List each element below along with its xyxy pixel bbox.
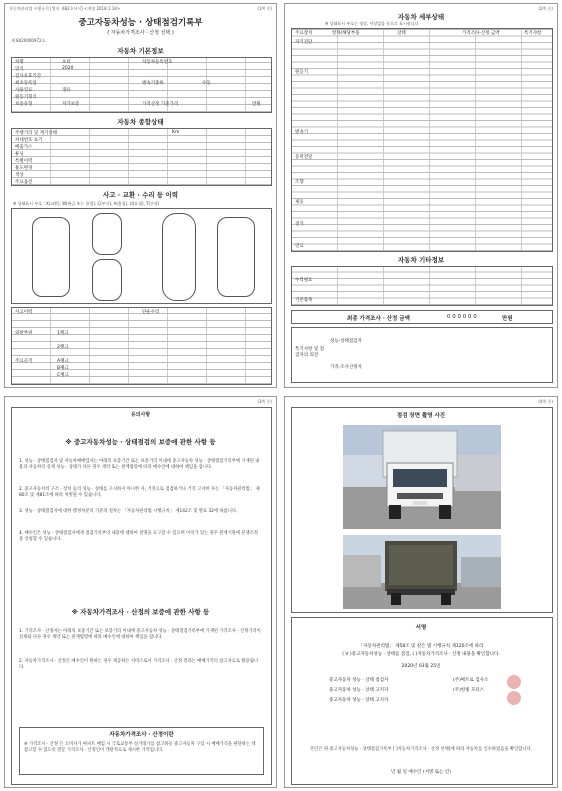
label-fuel: 사용연료 [15, 88, 33, 93]
label-accident: 사고이력 [15, 310, 33, 315]
device-fuel: 연료 [295, 244, 304, 249]
label-rank-c: C랭크 [57, 373, 69, 378]
car-right-side-diagram [217, 217, 255, 297]
car-top-diagram [162, 213, 196, 301]
page-2-detail-state [284, 3, 558, 388]
label-price-assessor: 가격·조사산정자 [330, 365, 362, 370]
label-emission: 배출가스 [15, 145, 33, 150]
inspector-comments [291, 327, 553, 383]
final-price-unit: 만원 [502, 316, 513, 322]
red-seal-stamp-1 [507, 675, 521, 689]
label-simple-repair: 단순수리 [142, 310, 160, 315]
price-definition-text: ※ 가격조사 · 산정 은 소비자가 아파트 매입 시 국토교통부 실거래가를 참고하듯 중고자동차 구입 시 매매가격을 판단하는 데 참고할 수 있도록 전문 가격조사 · 산정인이 객관적으로 제시한 가격입니다. [24, 742, 256, 754]
section-detail-state: 자동차 세부상태 [397, 13, 445, 21]
page-1-performance-record [4, 3, 277, 388]
warranty-clause-2: 2. 중고자동차의 구조 · 장치 등의 성능 · 상태를 고지하지 아니한 자, 거짓으로 점검하거나 거짓 고지한 자는 「자동차관리법」 제80조 및 제81조에 따라 처벌될 수 있습니다. [19, 487, 260, 499]
final-price-row [291, 310, 553, 324]
label-year: 연식 [15, 67, 24, 72]
label-vin: 차대번호 표기 [15, 138, 43, 143]
device-drivetrain: 동력전달 [295, 155, 313, 160]
section-general-state: 자동차 종합상태 [117, 118, 164, 126]
label-rank-a: A랭크 [57, 359, 69, 364]
accident-detail-table [11, 307, 272, 385]
label-options: 주요옵션 [15, 180, 33, 185]
col-device: 주요장치 [295, 31, 313, 36]
page-4-photos-signature [284, 396, 558, 788]
label-warranty: 보증유형 [15, 102, 33, 107]
final-price-value: 0 0 0 0 0 0 [447, 314, 477, 320]
rear-photo-image [343, 535, 501, 609]
price-warranty-heading: ※ 자동차가격조사 · 산정의 보증에 관한 사항 등 [71, 608, 210, 616]
buyer-confirmation-text: 본인은 위 중고자동차성능 · 상태점검기록부 [ ]자동차가격조사 · 산정 선택]에 따라 자동차를 인수하였음을 확인합니다. [310, 747, 532, 752]
signer-inspector-label: 중고자동차 성능 · 상태 점검자 [329, 678, 389, 683]
section-other-info: 자동차 기타정보 [397, 256, 445, 264]
label-transmission: 변속기종류 [142, 81, 164, 86]
car-rear-diagram [92, 259, 122, 301]
label-plate-no: 자동차등록번호 [142, 60, 173, 65]
signature-date: 2020년 03월 25일 [401, 664, 441, 669]
red-seal-stamp-2 [507, 691, 521, 705]
car-left-side-diagram [32, 217, 70, 297]
vehicle-front-photo [343, 425, 501, 529]
warranty-clause-3: 3. 성능 · 상태점검자에 대한 행정처분의 기준과 절차는 「자동차관리법 시행규칙」 제142조 및 별표 32에 따릅니다. [19, 509, 238, 514]
label-first-reg: 최초등록일 [15, 81, 37, 86]
label-inspector: 성능·상태점검자 [330, 339, 362, 344]
label-inspection-period: 검사유효기간 [15, 74, 42, 79]
device-electric: 전기 [295, 222, 304, 227]
value-car-name: 포터 [62, 60, 71, 65]
document-title: 중고자동차성능 · 상태점검기록부 [78, 18, 203, 28]
front-photo-image [343, 425, 501, 529]
section-accident-history: 사고 · 교환 · 수리 등 이력 [102, 191, 179, 199]
device-self-diagnosis: 자기진단 [295, 40, 313, 45]
buyer-signature-line: 년 월 일 매수인 (서명 또는 인) [391, 770, 451, 775]
label-color: 색상 [15, 173, 24, 178]
signer-notifier2-label: 중고자동차 성능 · 상태 고지자 [329, 698, 389, 703]
signature-text-1: 「자동차관리법」 제58조 및 같은 법 시행규칙 제120조에 따라 [358, 644, 484, 649]
value-fuel: 경유 [62, 88, 71, 93]
label-outer-panel: 외판부위 [15, 331, 33, 336]
price-definition-box [19, 727, 264, 775]
form-number: 제 8420000972호 [11, 38, 46, 43]
label-base-price: 가격산정 기준가격 [142, 102, 179, 107]
accident-note: ※ 상태표시 부호 : X(교환), W(판금 또는 용접), C(부식), A(흠집), U(요철), T(손상) [13, 201, 160, 206]
signer-inspector-name: (주)메트로 검사소 [453, 678, 489, 683]
page-number: (4쪽 중) [538, 399, 553, 404]
final-price-label: 최종 가격조사 · 산정 금액 [347, 316, 410, 322]
label-repair-needed: 수리필요 [295, 278, 313, 283]
label-car-name: 차명 [15, 60, 24, 65]
signer-notifier-label: 중고자동차 성능 · 상태 고지자 [329, 688, 389, 693]
label-rank-2: 2랭크 [57, 345, 69, 350]
page-number: (1쪽 중) [257, 6, 272, 11]
value-warranty: 자가보증 [62, 102, 80, 107]
label-special-history: 특별이력 [15, 159, 33, 164]
document-subtitle: ( 자동차가격조사 · 산정 선택 ) [107, 30, 174, 36]
value-price-unit: 만원 [252, 102, 261, 107]
photo-section-title: 점검 장면 촬영 사진 [396, 413, 446, 419]
other-info-table [291, 266, 553, 306]
detail-note: ※ 상태표시 부호는 정상, 이상없음 등으로 표시합니다 [325, 21, 419, 26]
label-basic-items: 기본품목 [295, 298, 313, 303]
device-transmission: 변속기 [295, 130, 309, 135]
vehicle-rear-photo [343, 535, 501, 609]
value-year: 2020 [62, 66, 74, 71]
page-number: (2쪽 중) [538, 6, 553, 11]
col-price: 가격조사·산정 금액 [462, 31, 500, 36]
col-remarks: 특기사항 [524, 31, 542, 36]
signature-section-title: 서명 [415, 625, 427, 631]
car-diagram-area [11, 208, 272, 304]
basic-info-table [11, 57, 272, 113]
mileage-unit: Km [172, 130, 180, 135]
label-engine-type: 원동기형식 [15, 95, 37, 100]
warranty-clause-4: 4. 매수인은 성능 · 상태점검자에게 점검기록부의 내용에 대하여 설명을 요구할 수 있으며 이의가 있는 경우 관계기관에 분쟁조정을 신청할 수 있습니다. [19, 531, 259, 543]
label-mileage: 주행거리 및 계기상태 [15, 131, 57, 136]
page-3-notices [4, 396, 277, 788]
price-clause-2: 2. 자동차가격조사 · 산정은 매수인이 원하는 경우 제공하는 서비스로서 가격조사 · 산정 결과는 매매가격의 참고자료로 활용됩니다. [19, 659, 259, 671]
warranty-clause-1: 1. 성능 · 상태점검자 및 자동차매매업자는 아래의 보증기간 또는 보증거리 이내에 중고자동차 성능 · 상태점검기록부에 기재된 내용과 자동차의 실제 성능 · 상태가 다른 경우 계약 또는 관계법령에 따라 매수인에 대하여 책임을 집니다. [19, 459, 260, 471]
signer-notifier-name: (주)한빛 모터스 [453, 688, 485, 693]
section-basic-info: 자동차 기본정보 [117, 47, 164, 55]
price-clause-1: 1. 가격조사 · 산정자는 아래의 보증기간 또는 보증거리 이내에 중고자동차 성능 · 상태점검기록부에 기재된 가격조사 · 산정가격이 실제와 다른 경우 계약 또는 관계법령에 따라 매수인에 대하여 책임을 집니다. [19, 629, 261, 641]
label-tuning: 튜닝 [15, 152, 24, 157]
device-engine: 원동기 [295, 70, 309, 75]
signature-text-2: ( V )중고자동차성능 · 상태를 점검, ( )자동차가격조사 · 산정 내용을 확인합니다. [342, 652, 500, 657]
form-header: 자동차관리법 시행규칙 [별지 제82호서식] <개정 2018.1.18> [9, 6, 121, 11]
price-definition-title: 자동차가격조사 · 산정이란 [109, 732, 174, 738]
label-rank-b: B랭크 [57, 366, 69, 371]
value-transmission: 수동 [202, 81, 211, 86]
device-brake: 제동 [295, 200, 304, 205]
label-comments: 특기사항 및 점검자의 의견 [295, 347, 324, 358]
col-state: 상태 [397, 31, 406, 36]
label-usage-change: 용도변경 [15, 166, 33, 171]
label-main-frame: 주요골격 [15, 359, 33, 364]
warranty-heading: ※ 중고자동차성능 · 상태점검의 보증에 관한 사항 등 [65, 438, 216, 446]
label-rank-1: 1랭크 [57, 331, 69, 336]
car-front-diagram [92, 213, 122, 255]
detail-state-table [291, 28, 553, 252]
general-state-table [11, 128, 272, 186]
notice-box-title: 유의사항 [130, 412, 151, 418]
page-number: (3쪽 중) [257, 399, 272, 404]
device-steering: 조향 [295, 180, 304, 185]
col-item: 항목/해당부품 [332, 31, 360, 36]
